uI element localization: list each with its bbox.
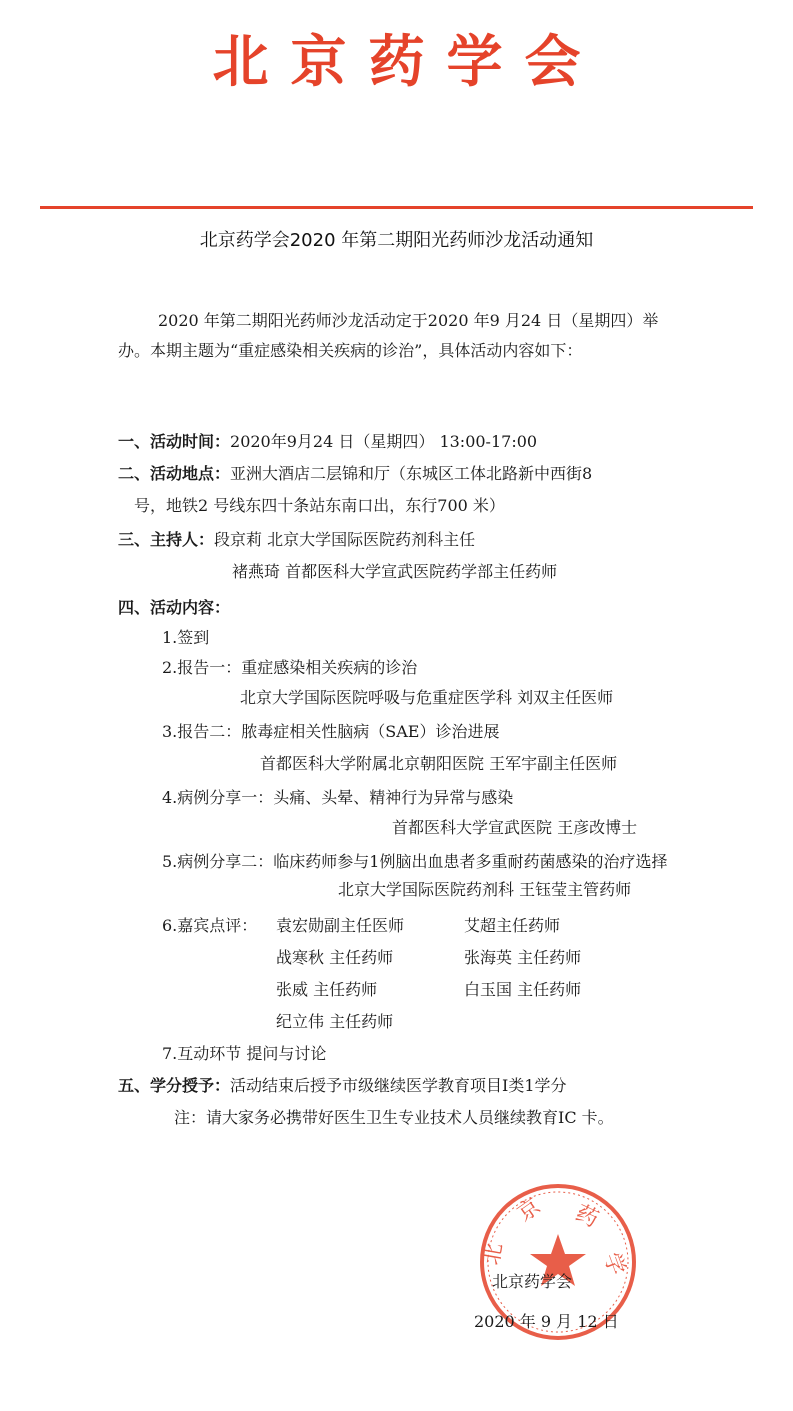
agenda-item-5-speaker: 北京大学国际医院药剂科 王钰莹主管药师 — [338, 880, 632, 899]
signature-date: 2020 年 9 月 12 日 — [474, 1312, 619, 1331]
guest-5: 张威 主任药师 — [276, 980, 378, 999]
section-time-value: 2020年9月24 日（星期四） 13:00-17:00 — [230, 432, 538, 451]
agenda-item-2: 2.报告一：重症感染相关疾病的诊治 — [162, 658, 418, 677]
agenda-item-2-speaker: 北京大学国际医院呼吸与危重症医学科 刘双主任医师 — [240, 688, 614, 707]
agenda-item-3: 3.报告二：脓毒症相关性脑病（SAE）诊治进展 — [162, 722, 500, 741]
agenda-item-6-label: 6.嘉宾点评： — [162, 916, 258, 935]
signature-org: 北京药学会 — [492, 1272, 573, 1291]
notice-title: 北京药学会2020 年第二期阳光药师沙龙活动通知 — [199, 230, 594, 251]
agenda-item-4-speaker: 首都医科大学宣武医院 王彦改博士 — [392, 818, 638, 837]
guest-2: 艾超主任药师 — [464, 916, 561, 935]
guest-3: 战寒秋 主任药师 — [276, 948, 394, 967]
section-credit — [118, 1074, 567, 1098]
section-host-label: 三、主持人： — [118, 530, 215, 549]
section-place-line2: 号，地铁2 号线东四十条站东南口出，东行700 米） — [134, 496, 505, 515]
host-2: 褚燕琦 首都医科大学宣武医院药学部主任药师 — [232, 562, 558, 581]
svg-text:学: 学 — [598, 1249, 630, 1279]
agenda-item-5: 5.病例分享二：临床药师参与1例脑出血患者多重耐药菌感染的治疗选择 — [162, 852, 668, 871]
intro-paragraph: 2020 年第二期阳光药师沙龙活动定于2020 年9 月24 日（星期四）举办。本期主题为“重症感染相关疾病的诊治”，具体活动内容如下： — [118, 311, 659, 360]
guest-7: 纪立伟 主任药师 — [276, 1012, 394, 1031]
agenda-item-4: 4.病例分享一：头痛、头晕、精神行为异常与感染 — [162, 788, 514, 807]
svg-text:北: 北 — [479, 1241, 508, 1268]
section-credit-label: 五、学分授予： — [118, 1076, 231, 1095]
guest-4: 张海英 主任药师 — [464, 948, 582, 967]
letterhead-divider — [40, 206, 753, 209]
host-1: 段京莉 北京大学国际医院药剂科主任 — [214, 530, 476, 549]
guest-6: 白玉国 主任药师 — [464, 980, 582, 999]
section-time-label: 一、活动时间： — [118, 432, 231, 451]
svg-text:药: 药 — [571, 1200, 602, 1233]
section-place-line1: 亚洲大酒店二层锦和厅（东城区工体北路新中西街8 — [230, 464, 593, 483]
agenda-item-7: 7.互动环节 提问与讨论 — [162, 1044, 327, 1063]
footnote: 注：请大家务必携带好医生卫生专业技术人员继续教育IC 卡。 — [174, 1108, 614, 1127]
section-place-label: 二、活动地点： — [118, 464, 231, 483]
letterhead-title: 北京药学会 — [212, 30, 603, 95]
guest-1: 袁宏勋副主任医师 — [276, 916, 405, 935]
section-time — [118, 430, 537, 454]
agenda-item-1: 1.签到 — [162, 628, 210, 647]
agenda-item-3-speaker: 首都医科大学附属北京朝阳医院 王军宇副主任医师 — [260, 754, 618, 773]
section-host — [118, 528, 475, 552]
section-credit-value: 活动结束后授予市级继续医学教育项目I类1学分 — [230, 1076, 567, 1095]
svg-text:京: 京 — [513, 1193, 546, 1227]
section-content-label: 四、活动内容： — [118, 598, 231, 617]
section-place — [118, 462, 592, 486]
